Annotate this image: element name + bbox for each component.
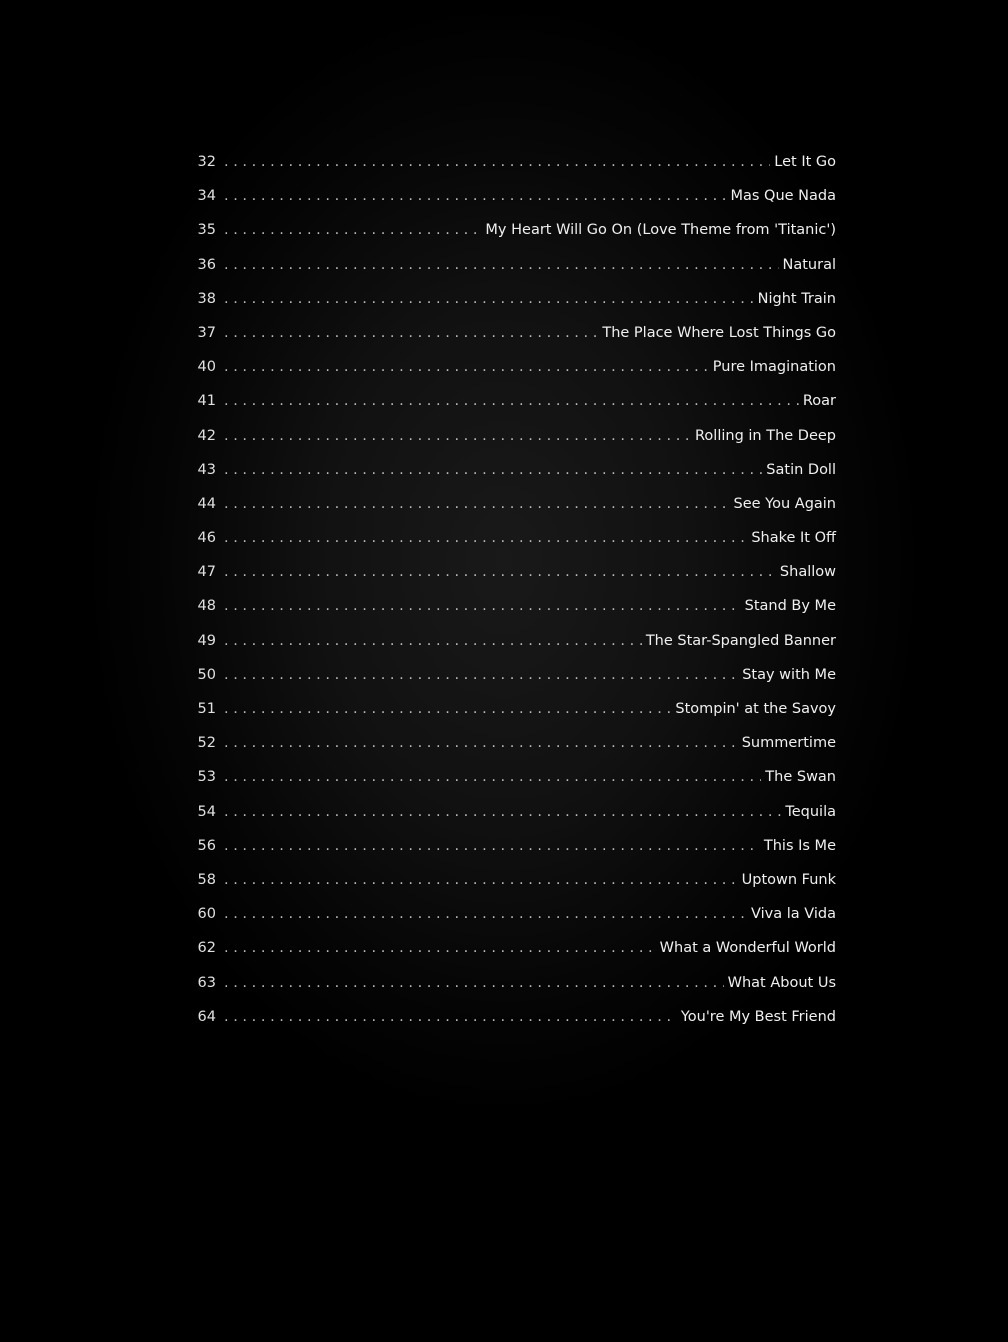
toc-entry <box>188 393 836 427</box>
toc-page-number: 63 <box>197 974 216 991</box>
toc-page-number: 42 <box>197 427 216 444</box>
dot-leader <box>224 496 730 512</box>
toc-title: Mas Que Nada <box>730 188 836 205</box>
toc-page-number: 56 <box>197 837 216 854</box>
toc-title: Stompin' at the Savoy <box>675 701 836 717</box>
toc-entry <box>188 598 836 632</box>
dot-leader <box>224 735 738 751</box>
toc-entry <box>188 325 836 359</box>
dot-leader <box>224 291 754 307</box>
toc-title: What a Wonderful World <box>659 940 836 957</box>
toc-page-number: 48 <box>197 598 216 615</box>
toc-page-number: 32 <box>197 154 216 170</box>
toc-entry <box>188 188 836 222</box>
toc-entry <box>188 257 836 291</box>
toc-entry <box>188 496 836 530</box>
dot-leader <box>224 462 762 478</box>
dot-leader <box>224 701 671 717</box>
toc-entry <box>188 530 836 564</box>
toc-entry <box>188 667 836 701</box>
toc-entry <box>188 291 836 325</box>
toc-page-number: 64 <box>197 1008 216 1025</box>
toc-entry <box>188 804 836 838</box>
toc-page-number: 50 <box>197 666 216 683</box>
toc-title: Stay with Me <box>742 666 836 683</box>
dot-leader <box>224 188 726 204</box>
toc-page-number: 43 <box>197 461 216 478</box>
dot-leader <box>224 359 709 375</box>
toc-title: Let It Go <box>774 154 836 170</box>
toc-title: Shake It Off <box>751 530 836 547</box>
toc-entry <box>188 222 836 256</box>
toc-title: Satin Doll <box>766 461 836 478</box>
toc-page-number: 62 <box>197 940 216 957</box>
toc-title: What About Us <box>727 974 836 991</box>
dot-leader <box>224 975 724 991</box>
table-of-contents <box>188 154 836 1043</box>
toc-entry <box>188 838 836 872</box>
toc-title: This Is Me <box>763 837 836 854</box>
dot-leader <box>224 1009 677 1025</box>
toc-page-number: 40 <box>197 359 216 376</box>
toc-title: You're My Best Friend <box>680 1008 836 1025</box>
toc-title: The Star-Spangled Banner <box>645 632 836 649</box>
toc-page-number: 38 <box>197 290 216 307</box>
dot-leader <box>224 257 779 273</box>
toc-entry <box>188 872 836 906</box>
toc-title: Viva la Vida <box>751 906 836 923</box>
toc-title: Night Train <box>757 290 836 307</box>
toc-page-number: 46 <box>197 530 216 547</box>
toc-page-number: 34 <box>197 188 216 205</box>
dot-leader <box>224 598 741 614</box>
toc-page-number: 60 <box>197 906 216 923</box>
toc-page-number: 54 <box>197 803 216 820</box>
toc-page-number: 47 <box>197 564 216 581</box>
toc-entry <box>188 735 836 769</box>
dot-leader <box>224 838 760 854</box>
dot-leader <box>224 940 656 956</box>
toc-entry <box>188 633 836 667</box>
toc-title: Natural <box>782 256 836 273</box>
toc-title: Rolling in The Deep <box>695 427 836 444</box>
toc-entry <box>188 701 836 735</box>
toc-title: Shallow <box>779 564 836 581</box>
toc-title: The Place Where Lost Things Go <box>602 324 836 341</box>
toc-page-number: 44 <box>197 495 216 512</box>
toc-page-number: 49 <box>197 632 216 649</box>
toc-page-number: 58 <box>197 871 216 888</box>
toc-entry <box>188 564 836 598</box>
toc-entry <box>188 154 836 188</box>
dot-leader <box>224 872 738 888</box>
dot-leader <box>224 769 761 785</box>
toc-entry <box>188 975 836 1009</box>
toc-page-number: 35 <box>197 222 216 239</box>
toc-page-number: 51 <box>197 701 216 717</box>
dot-leader <box>224 428 691 444</box>
toc-entry <box>188 428 836 462</box>
dot-leader <box>224 804 781 820</box>
toc-page-number: 52 <box>197 735 216 752</box>
toc-title: Stand By Me <box>744 598 836 615</box>
toc-title: Uptown Funk <box>741 871 836 888</box>
toc-title: Pure Imagination <box>712 359 836 376</box>
toc-title: The Swan <box>765 769 836 786</box>
dot-leader <box>224 325 598 341</box>
toc-title: See You Again <box>733 495 836 512</box>
dot-leader <box>224 154 770 170</box>
toc-page-number: 37 <box>197 324 216 341</box>
toc-entry <box>188 906 836 940</box>
toc-entry <box>188 1009 836 1043</box>
toc-title: Roar <box>802 393 836 410</box>
toc-entry <box>188 359 836 393</box>
dot-leader <box>224 667 738 683</box>
dot-leader <box>224 530 747 546</box>
toc-page-number: 53 <box>197 769 216 786</box>
toc-entry <box>188 940 836 974</box>
toc-entry <box>188 769 836 803</box>
dot-leader <box>224 393 799 409</box>
toc-page-number: 36 <box>197 256 216 273</box>
dot-leader <box>224 222 481 238</box>
dot-leader <box>224 564 776 580</box>
toc-title: My Heart Will Go On (Love Theme from 'Titanic') <box>485 222 836 239</box>
toc-entry <box>188 462 836 496</box>
toc-title: Summertime <box>741 735 836 752</box>
toc-page-number: 41 <box>197 393 216 410</box>
dot-leader <box>224 633 642 649</box>
toc-title: Tequila <box>785 803 836 820</box>
dot-leader <box>224 906 747 922</box>
